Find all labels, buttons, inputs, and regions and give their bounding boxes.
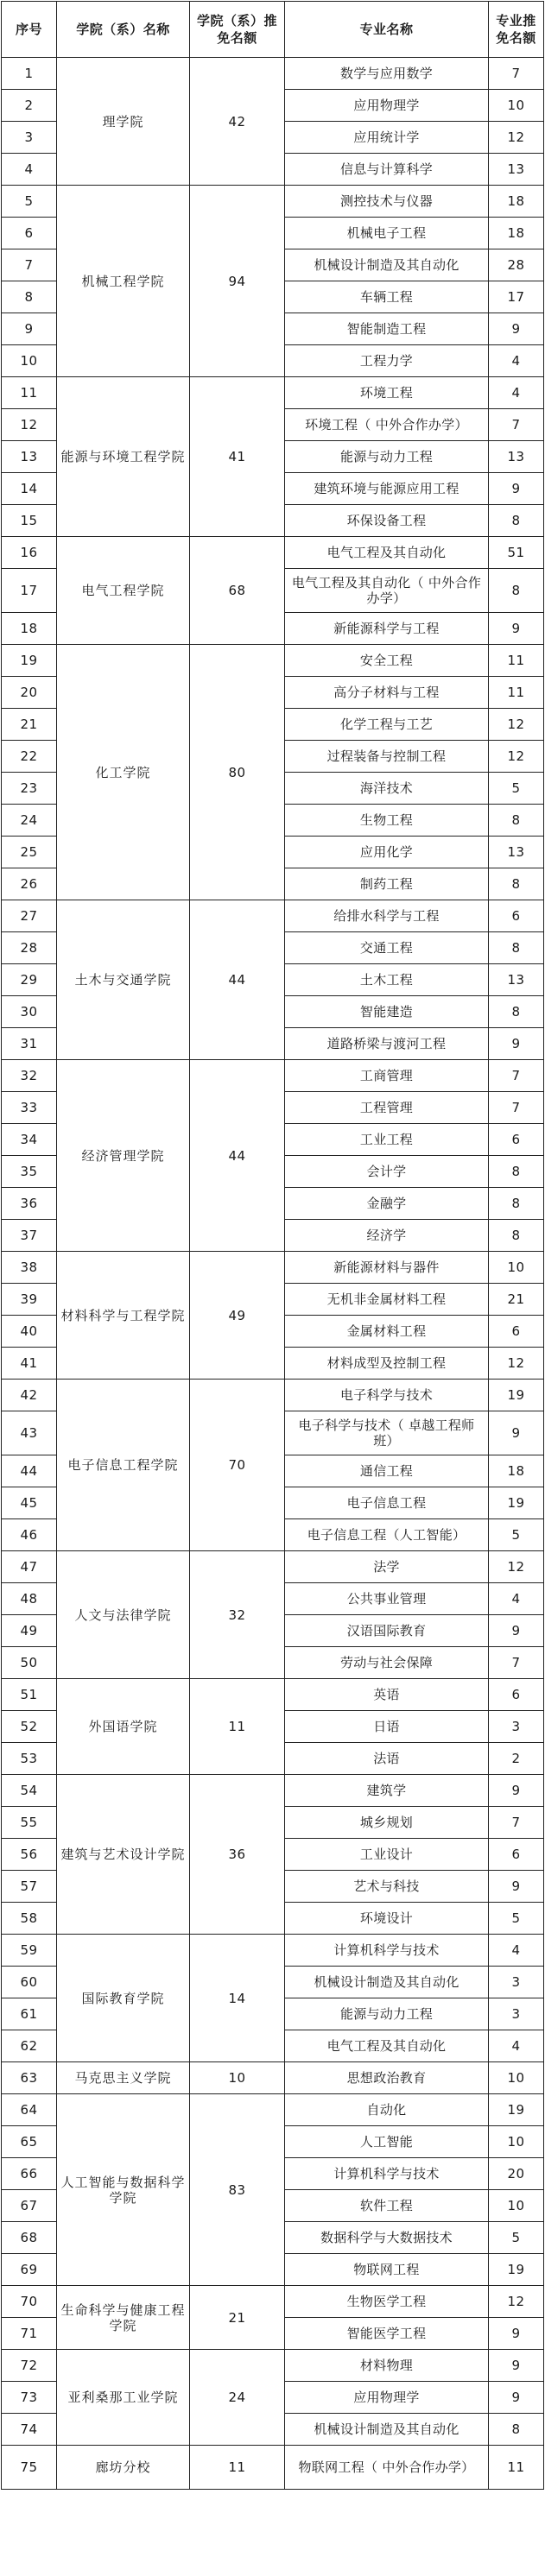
cell-seq: 62 — [2, 2030, 57, 2062]
cell-major-quota: 10 — [489, 1252, 544, 1284]
cell-seq: 58 — [2, 1903, 57, 1935]
cell-major-quota: 10 — [489, 2190, 544, 2222]
cell-major: 测控技术与仪器 — [285, 186, 489, 218]
cell-college: 电子信息工程学院 — [57, 1380, 190, 1551]
cell-major-quota: 8 — [489, 1188, 544, 1220]
cell-major-quota: 9 — [489, 1411, 544, 1455]
cell-major-quota: 10 — [489, 2062, 544, 2094]
cell-major-quota: 8 — [489, 1156, 544, 1188]
cell-seq: 32 — [2, 1060, 57, 1092]
cell-major: 生物医学工程 — [285, 2286, 489, 2318]
cell-college-quota: 44 — [190, 1060, 285, 1252]
cell-seq: 24 — [2, 805, 57, 837]
cell-seq: 75 — [2, 2446, 57, 2490]
cell-college-quota: 36 — [190, 1775, 285, 1935]
table-row — [2, 2094, 544, 2126]
cell-seq: 48 — [2, 1583, 57, 1615]
cell-major: 海洋技术 — [285, 773, 489, 805]
cell-major: 机械设计制造及其自动化 — [285, 2414, 489, 2446]
table-row — [2, 900, 544, 932]
cell-college-quota: 68 — [190, 537, 285, 645]
cell-major: 工商管理 — [285, 1060, 489, 1092]
cell-major: 工程力学 — [285, 345, 489, 377]
cell-major-quota: 21 — [489, 1284, 544, 1316]
cell-college-quota: 83 — [190, 2094, 285, 2286]
cell-major: 能源与动力工程 — [285, 441, 489, 473]
cell-college: 化工学院 — [57, 645, 190, 900]
cell-major-quota: 5 — [489, 1903, 544, 1935]
cell-major: 环境工程（ 中外合作办学） — [285, 409, 489, 441]
cell-major: 材料物理 — [285, 2350, 489, 2382]
cell-major-quota: 19 — [489, 1380, 544, 1411]
cell-major-quota: 18 — [489, 1455, 544, 1487]
cell-college-quota: 49 — [190, 1252, 285, 1380]
cell-college-quota: 42 — [190, 58, 285, 186]
cell-seq: 4 — [2, 154, 57, 186]
cell-seq: 69 — [2, 2254, 57, 2286]
cell-college: 廊坊分校 — [57, 2446, 190, 2490]
cell-major-quota: 11 — [489, 677, 544, 709]
cell-major: 生物工程 — [285, 805, 489, 837]
cell-seq: 47 — [2, 1551, 57, 1583]
cell-seq: 73 — [2, 2382, 57, 2414]
header-seq: 序号 — [2, 2, 57, 58]
cell-seq: 41 — [2, 1348, 57, 1380]
cell-seq: 64 — [2, 2094, 57, 2126]
cell-college-quota: 44 — [190, 900, 285, 1060]
cell-college: 人文与法律学院 — [57, 1551, 190, 1679]
cell-seq: 14 — [2, 473, 57, 505]
cell-seq: 49 — [2, 1615, 57, 1647]
cell-seq: 25 — [2, 837, 57, 868]
cell-major-quota: 6 — [489, 900, 544, 932]
cell-major: 金融学 — [285, 1188, 489, 1220]
cell-seq: 46 — [2, 1519, 57, 1551]
cell-major-quota: 7 — [489, 58, 544, 90]
header-major-quota: 专业推免名额 — [489, 2, 544, 58]
header-college-quota: 学院（系）推免名额 — [190, 2, 285, 58]
cell-seq: 37 — [2, 1220, 57, 1252]
cell-major-quota: 13 — [489, 154, 544, 186]
table-row — [2, 377, 544, 409]
cell-major: 安全工程 — [285, 645, 489, 677]
cell-seq: 43 — [2, 1411, 57, 1455]
table-row — [2, 645, 544, 677]
cell-seq: 31 — [2, 1028, 57, 1060]
cell-seq: 42 — [2, 1380, 57, 1411]
cell-major: 能源与动力工程 — [285, 1998, 489, 2030]
cell-seq: 26 — [2, 868, 57, 900]
cell-major: 新能源材料与器件 — [285, 1252, 489, 1284]
cell-college-quota: 70 — [190, 1380, 285, 1551]
cell-major: 会计学 — [285, 1156, 489, 1188]
cell-seq: 67 — [2, 2190, 57, 2222]
cell-seq: 2 — [2, 90, 57, 122]
cell-seq: 39 — [2, 1284, 57, 1316]
cell-college-quota: 24 — [190, 2350, 285, 2446]
cell-college-quota: 32 — [190, 1551, 285, 1679]
cell-college: 材料科学与工程学院 — [57, 1252, 190, 1380]
cell-major: 工业设计 — [285, 1839, 489, 1871]
cell-major: 人工智能 — [285, 2126, 489, 2158]
cell-major: 电子信息工程（人工智能） — [285, 1519, 489, 1551]
cell-seq: 34 — [2, 1124, 57, 1156]
cell-major-quota: 13 — [489, 837, 544, 868]
cell-major-quota: 9 — [489, 2350, 544, 2382]
cell-seq: 44 — [2, 1455, 57, 1487]
cell-seq: 56 — [2, 1839, 57, 1871]
cell-major: 物联网工程 — [285, 2254, 489, 2286]
table-row — [2, 2350, 544, 2382]
cell-college-quota: 11 — [190, 2446, 285, 2490]
table-row — [2, 1380, 544, 1411]
cell-seq: 52 — [2, 1711, 57, 1743]
header-major: 专业名称 — [285, 2, 489, 58]
cell-major: 制药工程 — [285, 868, 489, 900]
table-row — [2, 186, 544, 218]
cell-seq: 13 — [2, 441, 57, 473]
cell-seq: 70 — [2, 2286, 57, 2318]
cell-major: 应用化学 — [285, 837, 489, 868]
table-row — [2, 2062, 544, 2094]
cell-college: 国际教育学院 — [57, 1935, 190, 2062]
cell-major-quota: 12 — [489, 122, 544, 154]
cell-major-quota: 19 — [489, 1487, 544, 1519]
table-row — [2, 58, 544, 90]
cell-seq: 57 — [2, 1871, 57, 1903]
cell-seq: 33 — [2, 1092, 57, 1124]
cell-college: 土木与交通学院 — [57, 900, 190, 1060]
cell-major: 金属材料工程 — [285, 1316, 489, 1348]
cell-seq: 9 — [2, 313, 57, 345]
cell-seq: 15 — [2, 505, 57, 537]
cell-major: 电子信息工程 — [285, 1487, 489, 1519]
cell-major-quota: 8 — [489, 805, 544, 837]
cell-major: 环境工程 — [285, 377, 489, 409]
cell-seq: 40 — [2, 1316, 57, 1348]
cell-major: 应用物理学 — [285, 90, 489, 122]
table-row — [2, 1551, 544, 1583]
cell-major-quota: 4 — [489, 345, 544, 377]
table-row — [2, 2446, 544, 2490]
cell-seq: 30 — [2, 996, 57, 1028]
cell-major: 数据科学与大数据技术 — [285, 2222, 489, 2254]
cell-seq: 28 — [2, 932, 57, 964]
table-row — [2, 1679, 544, 1711]
cell-major: 信息与计算科学 — [285, 154, 489, 186]
cell-major-quota: 4 — [489, 2030, 544, 2062]
cell-seq: 61 — [2, 1998, 57, 2030]
cell-seq: 53 — [2, 1743, 57, 1775]
cell-major-quota: 18 — [489, 218, 544, 249]
cell-seq: 21 — [2, 709, 57, 741]
cell-major-quota: 6 — [489, 1124, 544, 1156]
cell-college-quota: 21 — [190, 2286, 285, 2350]
cell-major: 汉语国际教育 — [285, 1615, 489, 1647]
cell-major-quota: 8 — [489, 505, 544, 537]
cell-seq: 3 — [2, 122, 57, 154]
table-row — [2, 537, 544, 569]
cell-seq: 45 — [2, 1487, 57, 1519]
table-row — [2, 2286, 544, 2318]
cell-college: 机械工程学院 — [57, 186, 190, 377]
table-row — [2, 1935, 544, 1967]
cell-major-quota: 19 — [489, 2254, 544, 2286]
cell-college-quota: 41 — [190, 377, 285, 537]
cell-major: 车辆工程 — [285, 281, 489, 313]
cell-major-quota: 8 — [489, 1220, 544, 1252]
cell-seq: 12 — [2, 409, 57, 441]
cell-college-quota: 94 — [190, 186, 285, 377]
table-row — [2, 1252, 544, 1284]
cell-seq: 7 — [2, 249, 57, 281]
cell-seq: 65 — [2, 2126, 57, 2158]
cell-seq: 18 — [2, 613, 57, 645]
cell-major: 应用物理学 — [285, 2382, 489, 2414]
cell-major: 计算机科学与技术 — [285, 1935, 489, 1967]
cell-major-quota: 4 — [489, 1935, 544, 1967]
cell-seq: 50 — [2, 1647, 57, 1679]
cell-seq: 20 — [2, 677, 57, 709]
cell-major-quota: 7 — [489, 1647, 544, 1679]
cell-major: 英语 — [285, 1679, 489, 1711]
cell-major: 新能源科学与工程 — [285, 613, 489, 645]
cell-major: 交通工程 — [285, 932, 489, 964]
cell-major: 高分子材料与工程 — [285, 677, 489, 709]
cell-major-quota: 2 — [489, 1743, 544, 1775]
cell-major: 过程装备与控制工程 — [285, 741, 489, 773]
cell-college-quota: 11 — [190, 1679, 285, 1775]
cell-major: 电子科学与技术 — [285, 1380, 489, 1411]
cell-major: 法语 — [285, 1743, 489, 1775]
cell-major: 自动化 — [285, 2094, 489, 2126]
cell-major-quota: 3 — [489, 1711, 544, 1743]
cell-major-quota: 8 — [489, 996, 544, 1028]
cell-major-quota: 10 — [489, 2126, 544, 2158]
table-row — [2, 1060, 544, 1092]
cell-college: 能源与环境工程学院 — [57, 377, 190, 537]
cell-major-quota: 8 — [489, 569, 544, 613]
cell-seq: 51 — [2, 1679, 57, 1711]
cell-major: 智能建造 — [285, 996, 489, 1028]
cell-major: 材料成型及控制工程 — [285, 1348, 489, 1380]
cell-major-quota: 9 — [489, 1615, 544, 1647]
cell-major: 给排水科学与工程 — [285, 900, 489, 932]
cell-major-quota: 12 — [489, 2286, 544, 2318]
quota-table — [1, 1, 544, 2490]
cell-major: 机械设计制造及其自动化 — [285, 1967, 489, 1998]
cell-major-quota: 7 — [489, 1060, 544, 1092]
cell-major: 计算机科学与技术 — [285, 2158, 489, 2190]
cell-seq: 54 — [2, 1775, 57, 1807]
cell-major-quota: 4 — [489, 1583, 544, 1615]
cell-major-quota: 9 — [489, 473, 544, 505]
cell-major: 道路桥梁与渡河工程 — [285, 1028, 489, 1060]
cell-seq: 36 — [2, 1188, 57, 1220]
cell-major: 法学 — [285, 1551, 489, 1583]
cell-major-quota: 13 — [489, 441, 544, 473]
cell-major: 土木工程 — [285, 964, 489, 996]
cell-college-quota: 10 — [190, 2062, 285, 2094]
cell-seq: 8 — [2, 281, 57, 313]
cell-major: 电气工程及其自动化 — [285, 537, 489, 569]
cell-major-quota: 8 — [489, 2414, 544, 2446]
cell-major-quota: 5 — [489, 1519, 544, 1551]
cell-college: 马克思主义学院 — [57, 2062, 190, 2094]
header-college: 学院（系）名称 — [57, 2, 190, 58]
cell-major-quota: 9 — [489, 2382, 544, 2414]
cell-major-quota: 9 — [489, 613, 544, 645]
cell-seq: 22 — [2, 741, 57, 773]
cell-major: 化学工程与工艺 — [285, 709, 489, 741]
cell-major-quota: 8 — [489, 932, 544, 964]
cell-major: 机械电子工程 — [285, 218, 489, 249]
cell-major: 机械设计制造及其自动化 — [285, 249, 489, 281]
cell-seq: 23 — [2, 773, 57, 805]
cell-major-quota: 6 — [489, 1679, 544, 1711]
cell-major-quota: 12 — [489, 1551, 544, 1583]
cell-seq: 17 — [2, 569, 57, 613]
cell-college: 理学院 — [57, 58, 190, 186]
cell-major-quota: 6 — [489, 1316, 544, 1348]
cell-seq: 63 — [2, 2062, 57, 2094]
cell-major-quota: 12 — [489, 741, 544, 773]
cell-major-quota: 12 — [489, 1348, 544, 1380]
cell-seq: 38 — [2, 1252, 57, 1284]
cell-major-quota: 7 — [489, 1807, 544, 1839]
cell-major-quota: 12 — [489, 709, 544, 741]
cell-seq: 68 — [2, 2222, 57, 2254]
cell-major-quota: 7 — [489, 1092, 544, 1124]
cell-major: 电气工程及其自动化（ 中外合作办学） — [285, 569, 489, 613]
cell-seq: 35 — [2, 1156, 57, 1188]
cell-major-quota: 28 — [489, 249, 544, 281]
cell-major-quota: 51 — [489, 537, 544, 569]
cell-major-quota: 3 — [489, 1998, 544, 2030]
cell-seq: 27 — [2, 900, 57, 932]
cell-major-quota: 5 — [489, 773, 544, 805]
cell-major: 数学与应用数学 — [285, 58, 489, 90]
cell-seq: 29 — [2, 964, 57, 996]
cell-major: 无机非金属材料工程 — [285, 1284, 489, 1316]
cell-college: 外国语学院 — [57, 1679, 190, 1775]
cell-major-quota: 13 — [489, 964, 544, 996]
cell-college: 建筑与艺术设计学院 — [57, 1775, 190, 1935]
cell-college-quota: 80 — [190, 645, 285, 900]
cell-major: 通信工程 — [285, 1455, 489, 1487]
cell-seq: 5 — [2, 186, 57, 218]
cell-major: 经济学 — [285, 1220, 489, 1252]
cell-major-quota: 9 — [489, 2318, 544, 2350]
cell-major-quota: 8 — [489, 868, 544, 900]
cell-major-quota: 19 — [489, 2094, 544, 2126]
cell-major: 电子科学与技术（ 卓越工程师班） — [285, 1411, 489, 1455]
cell-major: 工程管理 — [285, 1092, 489, 1124]
cell-major-quota: 11 — [489, 645, 544, 677]
cell-college-quota: 14 — [190, 1935, 285, 2062]
cell-major: 建筑学 — [285, 1775, 489, 1807]
cell-major: 工业工程 — [285, 1124, 489, 1156]
cell-seq: 16 — [2, 537, 57, 569]
cell-major: 城乡规划 — [285, 1807, 489, 1839]
cell-seq: 59 — [2, 1935, 57, 1967]
cell-major-quota: 9 — [489, 1775, 544, 1807]
cell-major-quota: 6 — [489, 1839, 544, 1871]
cell-seq: 55 — [2, 1807, 57, 1839]
table-row — [2, 1775, 544, 1807]
cell-major: 日语 — [285, 1711, 489, 1743]
cell-college: 亚利桑那工业学院 — [57, 2350, 190, 2446]
cell-college: 电气工程学院 — [57, 537, 190, 645]
cell-major-quota: 17 — [489, 281, 544, 313]
cell-major: 应用统计学 — [285, 122, 489, 154]
cell-major-quota: 7 — [489, 409, 544, 441]
table-body — [2, 58, 544, 2490]
cell-major-quota: 18 — [489, 186, 544, 218]
cell-major-quota: 20 — [489, 2158, 544, 2190]
cell-major-quota: 9 — [489, 1871, 544, 1903]
cell-major-quota: 9 — [489, 1028, 544, 1060]
cell-major-quota: 9 — [489, 313, 544, 345]
cell-major: 思想政治教育 — [285, 2062, 489, 2094]
cell-major: 智能医学工程 — [285, 2318, 489, 2350]
cell-major: 环保设备工程 — [285, 505, 489, 537]
cell-major-quota: 4 — [489, 377, 544, 409]
cell-seq: 74 — [2, 2414, 57, 2446]
cell-seq: 19 — [2, 645, 57, 677]
cell-major: 电气工程及其自动化 — [285, 2030, 489, 2062]
cell-major-quota: 3 — [489, 1967, 544, 1998]
cell-college: 人工智能与数据科学学院 — [57, 2094, 190, 2286]
cell-major: 公共事业管理 — [285, 1583, 489, 1615]
cell-major: 软件工程 — [285, 2190, 489, 2222]
cell-major: 智能制造工程 — [285, 313, 489, 345]
cell-seq: 10 — [2, 345, 57, 377]
cell-seq: 71 — [2, 2318, 57, 2350]
cell-seq: 6 — [2, 218, 57, 249]
cell-major: 环境设计 — [285, 1903, 489, 1935]
cell-seq: 1 — [2, 58, 57, 90]
cell-major: 劳动与社会保障 — [285, 1647, 489, 1679]
cell-seq: 72 — [2, 2350, 57, 2382]
cell-seq: 11 — [2, 377, 57, 409]
cell-major-quota: 11 — [489, 2446, 544, 2490]
cell-seq: 66 — [2, 2158, 57, 2190]
cell-college: 经济管理学院 — [57, 1060, 190, 1252]
cell-major: 建筑环境与能源应用工程 — [285, 473, 489, 505]
cell-major: 物联网工程（ 中外合作办学） — [285, 2446, 489, 2490]
cell-college: 生命科学与健康工程学院 — [57, 2286, 190, 2350]
cell-seq: 60 — [2, 1967, 57, 1998]
cell-major-quota: 5 — [489, 2222, 544, 2254]
cell-major-quota: 10 — [489, 90, 544, 122]
cell-major: 艺术与科技 — [285, 1871, 489, 1903]
